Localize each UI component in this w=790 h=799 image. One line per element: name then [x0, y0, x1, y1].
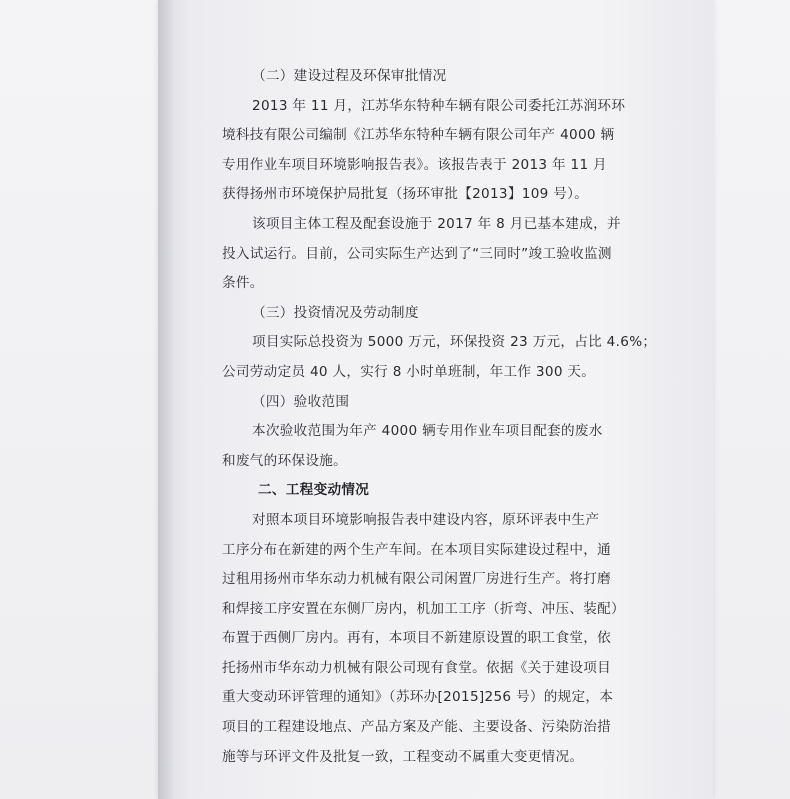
heading-construction-approval: （二）建设过程及环保审批情况: [252, 68, 447, 84]
paragraph-line: 投入试运行。目前，公司实际生产达到了“三同时”竣工验收监测: [222, 245, 612, 262]
paragraph-line: 专用作业车项目环境影响报告表》。该报告表于 2013 年 11 月: [222, 156, 607, 173]
heading-investment-labor: （三）投资情况及劳动制度: [252, 304, 419, 321]
paragraph-line: 施等与环评文件及批复一致，工程变动不属重大变更情况。: [222, 748, 584, 765]
paragraph-line: 2013 年 11 月，江苏华东特种车辆有限公司委托江苏润环环: [252, 97, 626, 114]
paragraph-line: 境科技有限公司编制《江苏华东特种车辆有限公司年产 4000 辆: [222, 127, 615, 144]
paragraph-line: 和焊接工序安置在东侧厂房内，机加工工序（折弯、冲压、装配）: [222, 600, 625, 617]
paragraph-line: 托扬州市华东动力机械有限公司现有食堂。依据《关于建设项目: [222, 659, 612, 676]
paragraph-line: 条件。: [222, 275, 264, 292]
paragraph-line: 获得扬州市环境保护局批复（扬环审批【2013】109 号）。: [222, 186, 589, 203]
paragraph-line: 工序分布在新建的两个生产车间。在本项目实际建设过程中，通: [222, 541, 612, 558]
paragraph-line: 对照本项目环境影响报告表中建设内容，原环评表中生产: [252, 511, 600, 528]
paragraph-line: 过租用扬州市华东动力机械有限公司闲置厂房进行生产。将打磨: [222, 571, 612, 588]
paragraph-line: 和废气的环保设施。: [222, 452, 348, 469]
paragraph-line: 公司劳动定员 40 人，实行 8 小时单班制，年工作 300 天。: [222, 363, 596, 380]
section-heading-engineering-changes: 二、工程变动情况: [258, 482, 370, 499]
document-body: [222, 62, 702, 772]
paragraph-line: 项目实际总投资为 5000 万元，环保投资 23 万元，占比 4.6%；: [252, 334, 657, 351]
paragraph-line: 本次验收范围为年产 4000 辆专用作业车项目配套的废水: [252, 423, 603, 440]
heading-acceptance-scope: （四）验收范围: [252, 393, 350, 410]
paragraph-line: 布置于西侧厂房内。再有，本项目不新建原设置的职工食堂，依: [222, 630, 612, 647]
paragraph-line: 重大变动环评管理的通知》（苏环办[2015]256 号）的规定，本: [222, 689, 614, 706]
paragraph-line: 该项目主体工程及配套设施于 2017 年 8 月已基本建成，并: [252, 215, 621, 232]
paragraph-line: 项目的工程建设地点、产品方案及产能、主要设备、污染防治措: [222, 719, 612, 736]
